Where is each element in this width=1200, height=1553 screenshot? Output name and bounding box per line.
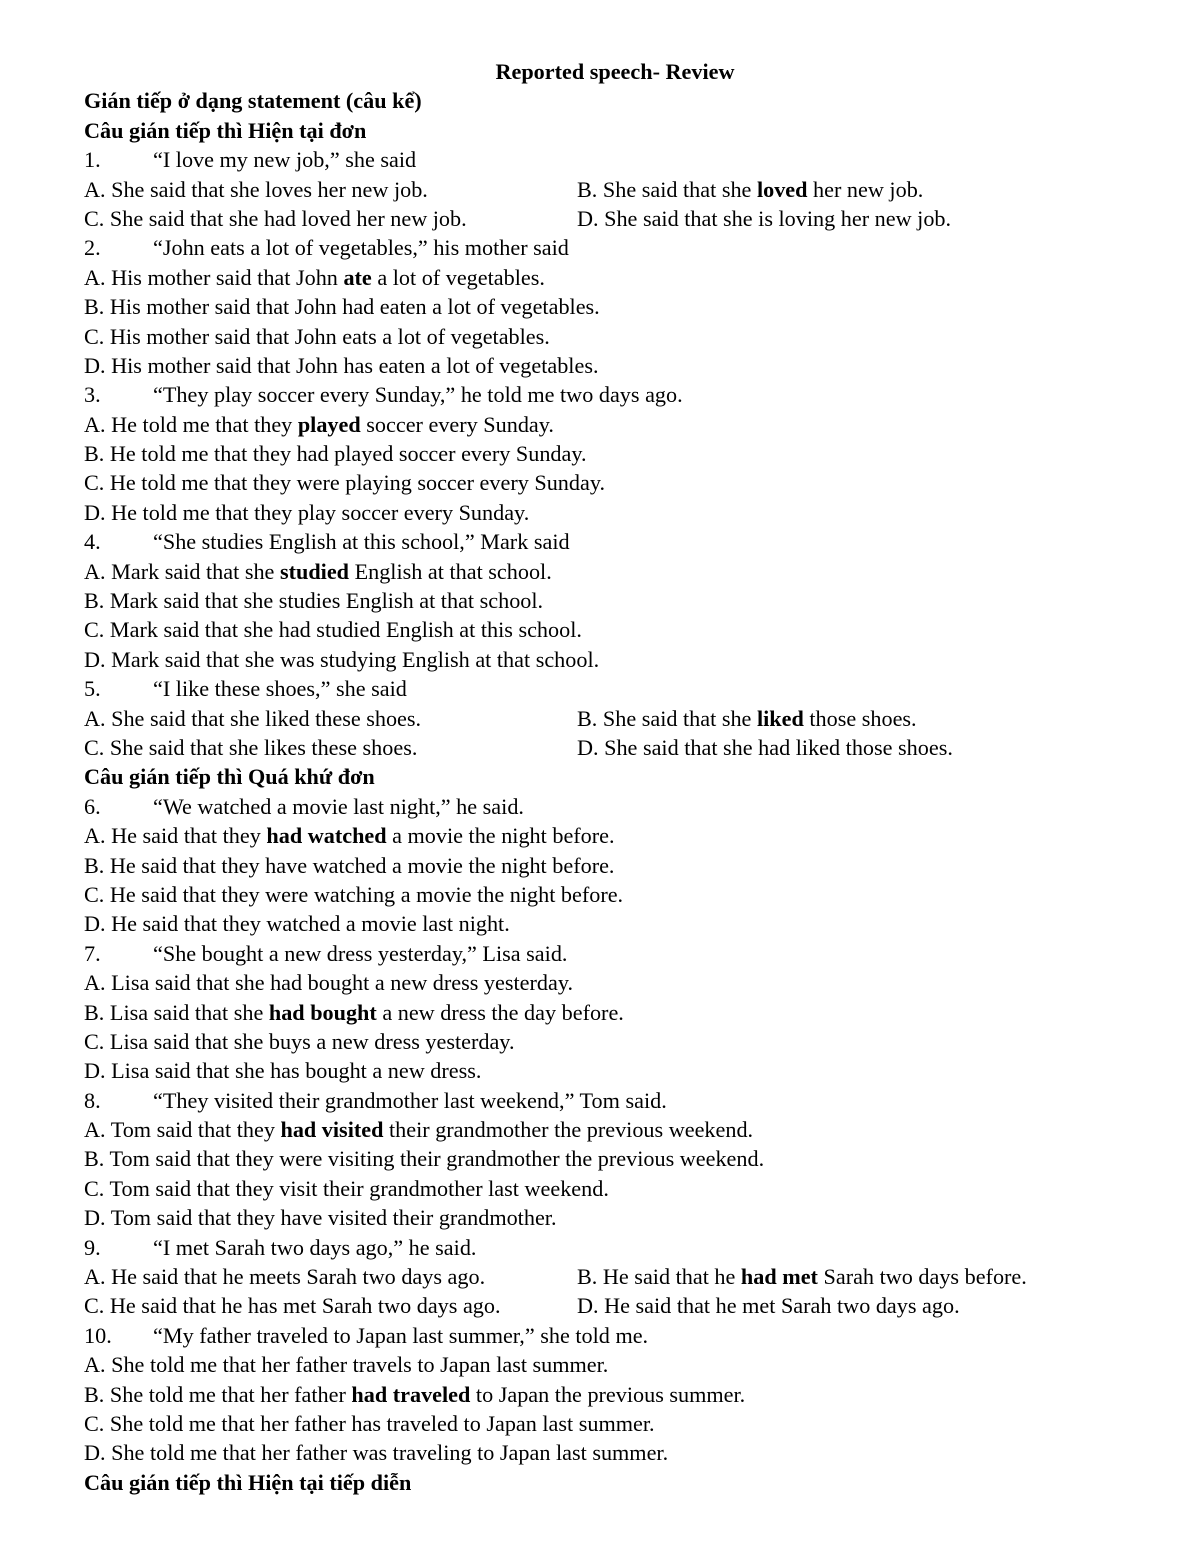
option [577, 175, 923, 204]
option [84, 351, 1124, 380]
question-number: 7. [84, 940, 101, 966]
question-number: 3. [84, 382, 101, 408]
option-text: D. Tom said that they have visited their grandmother. [84, 1205, 557, 1231]
option [84, 204, 577, 233]
question-number: 9. [84, 1234, 101, 1260]
option-text: C. He said that they were watching a movie the night before. [84, 881, 624, 907]
option [84, 175, 577, 204]
option-text: D. He told me that they play soccer every Sunday. [84, 499, 530, 525]
option-answer-bold: had visited [280, 1117, 384, 1143]
option-text: B. He told me that they had played soccer every Sunday. [84, 441, 587, 467]
document-page [84, 57, 1124, 1497]
option-text: D. She said that she had liked those shoes. [577, 734, 953, 760]
section-heading: Câu gián tiếp thì Hiện tại tiếp diễn [84, 1469, 412, 1495]
option [84, 1409, 1124, 1438]
option-text: A. Mark said that she [84, 558, 280, 584]
option-answer-bold: had bought [268, 999, 377, 1025]
option-text: C. She told me that her father has traveled to Japan last summer. [84, 1410, 655, 1436]
option-answer-bold: had met [740, 1264, 818, 1290]
question-prompt [84, 1233, 1124, 1262]
options-row [84, 175, 1124, 204]
option-text-rest: English at that school. [349, 558, 552, 584]
option [84, 1262, 577, 1291]
options-row [84, 704, 1124, 733]
option [84, 615, 1124, 644]
option-answer-bold: liked [756, 705, 804, 731]
options-row [84, 1291, 1124, 1320]
option [84, 1027, 1124, 1056]
option [84, 557, 1124, 586]
section-heading: Câu gián tiếp thì Hiện tại đơn [84, 117, 367, 143]
option [84, 968, 1124, 997]
option-text: D. Mark said that she was studying English at that school. [84, 646, 600, 672]
option [84, 1350, 1124, 1379]
option [84, 439, 1124, 468]
question-number: 5. [84, 676, 101, 702]
option [84, 292, 1124, 321]
question-number: 4. [84, 529, 101, 555]
option-text: A. He told me that they [84, 411, 298, 437]
option [84, 1291, 577, 1320]
option-text: D. Lisa said that she has bought a new dress. [84, 1058, 482, 1084]
option-text-rest: soccer every Sunday. [360, 411, 554, 437]
option [577, 1262, 1027, 1291]
option-text: C. He said that he has met Sarah two days ago. [84, 1293, 501, 1319]
options-row [84, 733, 1124, 762]
option [84, 880, 1124, 909]
option [84, 733, 577, 762]
question-number: 8. [84, 1087, 101, 1113]
option [84, 1144, 1124, 1173]
option [84, 468, 1124, 497]
option [84, 498, 1124, 527]
option-text: D. She told me that her father was traveling to Japan last summer. [84, 1440, 669, 1466]
option-text-rest: a lot of vegetables. [371, 264, 545, 290]
option-text: A. Lisa said that she had bought a new dress yesterday. [84, 970, 574, 996]
question-number: 2. [84, 235, 101, 261]
option-text: A. She said that she loves her new job. [84, 176, 428, 202]
option [577, 204, 951, 233]
option-text: D. He said that he met Sarah two days ago. [577, 1293, 960, 1319]
option [84, 909, 1124, 938]
option [84, 851, 1124, 880]
topic-heading: Gián tiếp ở dạng statement (câu kể) [84, 88, 422, 114]
option-text: A. She said that she liked these shoes. [84, 705, 422, 731]
option-text: C. She said that she likes these shoes. [84, 734, 418, 760]
question-text: “She bought a new dress yesterday,” Lisa said. [153, 940, 568, 966]
option-text: B. She said that she [577, 176, 757, 202]
option-text-rest: those shoes. [803, 705, 917, 731]
option-text: B. She told me that her father [84, 1381, 352, 1407]
option-text: C. She said that she had loved her new job. [84, 205, 467, 231]
option-text: B. She said that she [577, 705, 757, 731]
option-text-rest: to Japan the previous summer. [470, 1381, 746, 1407]
options-row [84, 1262, 1124, 1291]
question-prompt [84, 674, 1124, 703]
question-number: 10. [84, 1322, 112, 1348]
option [84, 1438, 1124, 1467]
option [84, 1056, 1124, 1085]
question-number: 6. [84, 793, 101, 819]
option-text: B. He said that he [577, 1264, 741, 1290]
question-text: “They visited their grandmother last weekend,” Tom said. [153, 1087, 667, 1113]
question-prompt [84, 527, 1124, 556]
question-prompt [84, 233, 1124, 262]
question-prompt [84, 1086, 1124, 1115]
option-text: C. Lisa said that she buys a new dress yesterday. [84, 1028, 515, 1054]
option-text-rest: Sarah two days before. [817, 1264, 1027, 1290]
option-text-rest: her new job. [807, 176, 924, 202]
option [577, 1291, 960, 1320]
option-text: A. Tom said that they [84, 1117, 281, 1143]
option [84, 1115, 1124, 1144]
question-text: “I met Sarah two days ago,” he said. [153, 1234, 477, 1260]
section-heading: Câu gián tiếp thì Quá khứ đơn [84, 764, 375, 790]
option-answer-bold: studied [279, 558, 350, 584]
option-text: B. He said that they have watched a movie the night before. [84, 852, 615, 878]
option [84, 263, 1124, 292]
question-text: “She studies English at this school,” Mark said [153, 529, 570, 555]
option-text: C. Tom said that they visit their grandmother last weekend. [84, 1175, 609, 1201]
option [577, 733, 953, 762]
option-answer-bold: loved [756, 176, 808, 202]
option [84, 821, 1124, 850]
question-text: “I love my new job,” she said [153, 147, 417, 173]
option [577, 704, 917, 733]
question-text: “My father traveled to Japan last summer,” she told me. [153, 1322, 649, 1348]
option-text: B. Mark said that she studies English at that school. [84, 588, 544, 614]
option-text-rest: a new dress the day before. [376, 999, 624, 1025]
question-text: “John eats a lot of vegetables,” his mother said [153, 235, 569, 261]
option-text: A. His mother said that John [84, 264, 344, 290]
option-text: C. He told me that they were playing soccer every Sunday. [84, 470, 606, 496]
option-answer-bold: had watched [266, 823, 387, 849]
option-text: B. Lisa said that she [84, 999, 269, 1025]
question-prompt [84, 145, 1124, 174]
option-text: A. He said that he meets Sarah two days ago. [84, 1264, 486, 1290]
option [84, 645, 1124, 674]
question-prompt [84, 1321, 1124, 1350]
option-text: B. Tom said that they were visiting their grandmother the previous weekend. [84, 1146, 765, 1172]
option [84, 704, 577, 733]
question-text: “I like these shoes,” she said [153, 676, 407, 702]
option-text: C. His mother said that John eats a lot of vegetables. [84, 323, 550, 349]
option [84, 586, 1124, 615]
question-text: “They play soccer every Sunday,” he told me two days ago. [153, 382, 683, 408]
option-answer-bold: ate [343, 264, 372, 290]
question-prompt [84, 939, 1124, 968]
option-text: B. His mother said that John had eaten a lot of vegetables. [84, 294, 600, 320]
option [84, 410, 1124, 439]
option [84, 1174, 1124, 1203]
option-answer-bold: played [297, 411, 361, 437]
option-text-rest: a movie the night before. [386, 823, 615, 849]
option [84, 998, 1124, 1027]
option-answer-bold: had traveled [351, 1381, 471, 1407]
options-row [84, 204, 1124, 233]
option-text: C. Mark said that she had studied English at this school. [84, 617, 582, 643]
option-text: D. She said that she is loving her new job. [577, 205, 952, 231]
question-text: “We watched a movie last night,” he said. [153, 793, 524, 819]
sections-container [84, 116, 1124, 1497]
option-text-rest: their grandmother the previous weekend. [383, 1117, 754, 1143]
question-prompt [84, 792, 1124, 821]
question-prompt [84, 380, 1124, 409]
option-text: A. She told me that her father travels to Japan last summer. [84, 1352, 609, 1378]
option [84, 1380, 1124, 1409]
document-title: Reported speech- Review [495, 59, 735, 84]
option-text: D. He said that they watched a movie last night. [84, 911, 510, 937]
option [84, 1203, 1124, 1232]
option-text: A. He said that they [84, 823, 267, 849]
option [84, 322, 1124, 351]
option-text: D. His mother said that John has eaten a lot of vegetables. [84, 352, 599, 378]
question-number: 1. [84, 147, 101, 173]
